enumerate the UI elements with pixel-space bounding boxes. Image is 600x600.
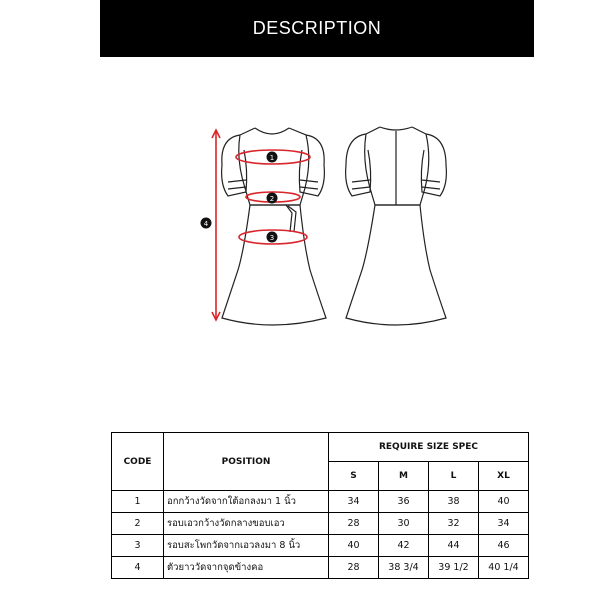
header-position: POSITION xyxy=(164,433,329,491)
svg-text:3: 3 xyxy=(269,234,275,242)
svg-text:1: 1 xyxy=(269,154,275,162)
row-value-s: 40 xyxy=(329,535,379,557)
row-value-m: 38 3/4 xyxy=(379,557,429,579)
header-size-xl: XL xyxy=(479,462,529,491)
row-value-m: 42 xyxy=(379,535,429,557)
header-code: CODE xyxy=(112,433,164,491)
back-dress xyxy=(346,127,447,325)
back-bodice xyxy=(365,127,429,205)
front-skirt xyxy=(222,205,326,325)
marker-1 xyxy=(267,152,278,163)
size-spec-table xyxy=(111,432,529,579)
row-value-m: 36 xyxy=(379,491,429,513)
front-belt-tie xyxy=(286,205,296,232)
svg-text:4: 4 xyxy=(203,220,209,228)
row-position: รอบสะโพกวัดจากเอวลงมา 8 นิ้ว xyxy=(164,535,329,557)
row-position: รอบเอวกว้างวัดกลางขอบเอว xyxy=(164,513,329,535)
table-row xyxy=(112,557,529,579)
row-position: ตัวยาววัดจากจุดข้างคอ xyxy=(164,557,329,579)
row-value-xl: 40 1/4 xyxy=(479,557,529,579)
row-value-xl: 46 xyxy=(479,535,529,557)
header-title: DESCRIPTION xyxy=(252,18,382,38)
table-header-row-1 xyxy=(112,433,529,462)
row-code: 1 xyxy=(112,491,164,513)
row-value-s: 34 xyxy=(329,491,379,513)
table-row xyxy=(112,513,529,535)
header-size-s: S xyxy=(329,462,379,491)
table-row xyxy=(112,535,529,557)
header-size-m: M xyxy=(379,462,429,491)
table-row xyxy=(112,491,529,513)
svg-text:2: 2 xyxy=(269,195,275,203)
row-value-s: 28 xyxy=(329,513,379,535)
row-value-l: 32 xyxy=(429,513,479,535)
row-value-xl: 40 xyxy=(479,491,529,513)
row-position: อกกว้างวัดจากใต้อกลงมา 1 นิ้ว xyxy=(164,491,329,513)
row-value-xl: 34 xyxy=(479,513,529,535)
row-code: 4 xyxy=(112,557,164,579)
row-value-s: 28 xyxy=(329,557,379,579)
marker-4 xyxy=(201,218,212,229)
row-value-l: 38 xyxy=(429,491,479,513)
back-left-sleeve xyxy=(346,134,371,196)
header-size-l: L xyxy=(429,462,479,491)
row-value-l: 39 1/2 xyxy=(429,557,479,579)
marker-3 xyxy=(267,232,278,243)
row-code: 2 xyxy=(112,513,164,535)
front-neckline xyxy=(255,128,289,134)
back-neckline xyxy=(380,127,412,130)
back-skirt xyxy=(346,205,446,325)
row-code: 3 xyxy=(112,535,164,557)
row-value-l: 44 xyxy=(429,535,479,557)
row-value-m: 30 xyxy=(379,513,429,535)
header-require-size-spec: REQUIRE SIZE SPEC xyxy=(329,433,529,462)
marker-2 xyxy=(267,193,278,204)
